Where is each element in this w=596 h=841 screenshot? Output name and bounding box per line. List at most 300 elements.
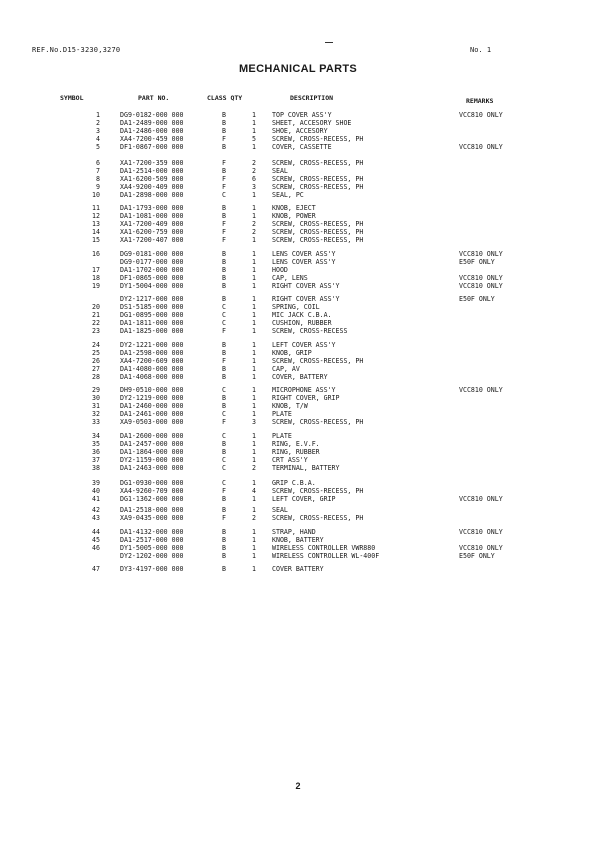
cell-quantity: 1 bbox=[252, 340, 256, 349]
cell-quantity: 1 bbox=[252, 479, 256, 487]
cell-quantity: 1 bbox=[252, 119, 256, 128]
cell-part-number: DA1-2461-000 000 bbox=[120, 410, 184, 419]
cell-class: B bbox=[222, 127, 226, 136]
cell-description: MICROPHONE ASS'Y bbox=[272, 386, 336, 394]
table-row bbox=[0, 464, 596, 472]
cell-quantity: 1 bbox=[252, 394, 256, 403]
cell-description: SEAL bbox=[272, 506, 288, 515]
cell-symbol: 23 bbox=[92, 327, 100, 336]
cell-quantity: 3 bbox=[252, 182, 256, 191]
table-row bbox=[0, 295, 596, 303]
cell-description: RING, E.V.F. bbox=[272, 439, 320, 448]
cell-class: B bbox=[222, 273, 226, 282]
table-row bbox=[0, 479, 596, 487]
cell-quantity: 2 bbox=[252, 220, 256, 229]
cell-class: B bbox=[222, 111, 226, 119]
table-row bbox=[0, 327, 596, 335]
cell-description: SCREW, CROSS-RECESS, PH bbox=[272, 182, 364, 191]
cell-quantity: 1 bbox=[252, 327, 256, 336]
cell-description: WIRELESS CONTROLLER VWR880 bbox=[272, 543, 376, 552]
cell-remarks: VCC810 ONLY bbox=[459, 527, 503, 536]
cell-symbol: 30 bbox=[92, 394, 100, 403]
table-row bbox=[0, 228, 596, 236]
cell-description: CAP, LENS bbox=[272, 273, 308, 282]
cell-description: SCREW, CROSS-RECESS, PH bbox=[272, 418, 364, 427]
cell-symbol: 43 bbox=[92, 514, 100, 523]
cell-remarks: VCC810 ONLY bbox=[459, 543, 503, 552]
cell-quantity: 1 bbox=[252, 265, 256, 274]
table-row bbox=[0, 204, 596, 212]
cell-description: SCREW, CROSS-RECESS, PH bbox=[272, 514, 364, 523]
cell-description: COVER BATTERY bbox=[272, 564, 324, 573]
cell-part-number: DA1-2489-000 000 bbox=[120, 119, 184, 128]
cell-description: SEAL bbox=[272, 166, 288, 175]
cell-remarks: VCC810 ONLY bbox=[459, 281, 503, 290]
cell-part-number: DY2-1202-000 000 bbox=[120, 551, 184, 560]
cell-part-number: DA1-2486-000 000 bbox=[120, 127, 184, 136]
cell-description: MIC JACK C.B.A. bbox=[272, 311, 332, 320]
cell-description: SCREW, CROSS-RECESS bbox=[272, 327, 348, 336]
cell-symbol: 14 bbox=[92, 228, 100, 237]
cell-description: SCREW, CROSS-RECESS, PH bbox=[272, 228, 364, 237]
cell-description: SEAL, PC bbox=[272, 190, 304, 199]
cell-description: RIGHT COVER ASS'Y bbox=[272, 295, 340, 303]
cell-part-number: DG1-1362-000 000 bbox=[120, 495, 184, 504]
cell-class: B bbox=[222, 257, 226, 266]
table-row bbox=[0, 175, 596, 183]
cell-part-number: DF1-0865-000 000 bbox=[120, 273, 184, 282]
cell-class: C bbox=[222, 431, 226, 440]
cell-description: CUSHION, RUBBER bbox=[272, 319, 332, 328]
cell-quantity: 3 bbox=[252, 418, 256, 427]
cell-symbol: 8 bbox=[96, 174, 100, 183]
cell-class: B bbox=[222, 527, 226, 536]
page-title: MECHANICAL PARTS bbox=[238, 63, 358, 75]
cell-class: B bbox=[222, 564, 226, 573]
cell-class: B bbox=[222, 543, 226, 552]
cell-quantity: 2 bbox=[252, 514, 256, 523]
cell-symbol: 25 bbox=[92, 348, 100, 357]
table-row bbox=[0, 191, 596, 199]
cell-part-number: DG1-0930-000 000 bbox=[120, 479, 184, 487]
cell-part-number: DF1-0867-000 000 bbox=[120, 143, 184, 152]
cell-class: B bbox=[222, 143, 226, 152]
table-row bbox=[0, 440, 596, 448]
cell-quantity: 1 bbox=[252, 386, 256, 394]
cell-description: STRAP, HAND bbox=[272, 527, 316, 536]
cell-symbol: 34 bbox=[92, 431, 100, 440]
cell-description: KNOB, EJECT bbox=[272, 204, 316, 212]
cell-remarks: VCC810 ONLY bbox=[459, 249, 503, 258]
cell-description: GRIP C.B.A. bbox=[272, 479, 316, 487]
table-row bbox=[0, 495, 596, 503]
cell-description: RIGHT COVER ASS'Y bbox=[272, 281, 340, 290]
cell-description: PLATE bbox=[272, 410, 292, 419]
cell-quantity: 1 bbox=[252, 319, 256, 328]
cell-description: SCREW, CROSS-RECESS, PH bbox=[272, 220, 364, 229]
cell-quantity: 1 bbox=[252, 127, 256, 136]
cell-part-number: XA1-6200-759 000 bbox=[120, 228, 184, 237]
cell-description: SCREW, CROSS-RECESS, PH bbox=[272, 236, 364, 245]
cell-symbol: 26 bbox=[92, 356, 100, 365]
table-row bbox=[0, 528, 596, 536]
cell-description: KNOB, BATTERY bbox=[272, 535, 324, 544]
cell-symbol: 33 bbox=[92, 418, 100, 427]
table-row bbox=[0, 552, 596, 560]
cell-symbol: 36 bbox=[92, 447, 100, 456]
cell-class: B bbox=[222, 447, 226, 456]
cell-quantity: 1 bbox=[252, 281, 256, 290]
table-row bbox=[0, 456, 596, 464]
cell-class: C bbox=[222, 455, 226, 464]
cell-part-number: DA1-2598-000 000 bbox=[120, 348, 184, 357]
cell-quantity: 1 bbox=[252, 356, 256, 365]
table-row bbox=[0, 432, 596, 440]
cell-remarks: VCC810 ONLY bbox=[459, 111, 503, 119]
cell-quantity: 1 bbox=[252, 303, 256, 312]
cell-part-number: DA1-2463-000 000 bbox=[120, 463, 184, 472]
cell-symbol: 28 bbox=[92, 372, 100, 381]
cell-symbol: 45 bbox=[92, 535, 100, 544]
cell-class: F bbox=[222, 220, 226, 229]
cell-class: F bbox=[222, 236, 226, 245]
cell-part-number: DH9-0510-000 000 bbox=[120, 386, 184, 394]
table-row bbox=[0, 303, 596, 311]
cell-symbol: 18 bbox=[92, 273, 100, 282]
cell-remarks: VCC810 ONLY bbox=[459, 273, 503, 282]
cell-class: B bbox=[222, 204, 226, 212]
cell-part-number: DA1-1793-000 000 bbox=[120, 204, 184, 212]
cell-part-number: DG9-0181-000 000 bbox=[120, 249, 184, 258]
cell-symbol: 37 bbox=[92, 455, 100, 464]
cell-class: B bbox=[222, 340, 226, 349]
table-row bbox=[0, 159, 596, 167]
cell-part-number: DG9-0177-000 000 bbox=[120, 257, 184, 266]
cell-description: SCREW, CROSS-RECESS, PH bbox=[272, 487, 364, 496]
cell-quantity: 1 bbox=[252, 249, 256, 258]
cell-class: B bbox=[222, 212, 226, 221]
cell-description: LEFT COVER ASS'Y bbox=[272, 340, 336, 349]
cell-class: B bbox=[222, 364, 226, 373]
cell-symbol: 31 bbox=[92, 402, 100, 411]
cell-description: SCREW, CROSS-RECESS, PH bbox=[272, 158, 364, 167]
cell-description: SCREW, CROSS-RECESS, PH bbox=[272, 356, 364, 365]
cell-part-number: XA1-7200-409 000 bbox=[120, 220, 184, 229]
cell-class: F bbox=[222, 135, 226, 144]
cell-description: TOP COVER ASS'Y bbox=[272, 111, 332, 119]
sheet-number: No. 1 bbox=[470, 46, 492, 54]
table-row bbox=[0, 319, 596, 327]
cell-quantity: 4 bbox=[252, 487, 256, 496]
cell-symbol: 41 bbox=[92, 495, 100, 504]
cell-symbol: 11 bbox=[92, 204, 100, 212]
cell-part-number: DG9-0182-000 000 bbox=[120, 111, 184, 119]
cell-part-number: DA1-2457-000 000 bbox=[120, 439, 184, 448]
cell-class: C bbox=[222, 303, 226, 312]
cell-symbol: 19 bbox=[92, 281, 100, 290]
table-row bbox=[0, 127, 596, 135]
cell-part-number: DY1-5005-000 000 bbox=[120, 543, 184, 552]
cell-class: C bbox=[222, 319, 226, 328]
cell-quantity: 2 bbox=[252, 463, 256, 472]
column-header-remarks: REMARKS bbox=[466, 97, 494, 105]
cell-quantity: 1 bbox=[252, 543, 256, 552]
cell-symbol: 22 bbox=[92, 319, 100, 328]
cell-remarks: VCC810 ONLY bbox=[459, 386, 503, 394]
cell-class: B bbox=[222, 439, 226, 448]
cell-quantity: 1 bbox=[252, 372, 256, 381]
cell-class: F bbox=[222, 418, 226, 427]
cell-part-number: XA1-7200-359 000 bbox=[120, 158, 184, 167]
cell-symbol: 16 bbox=[92, 249, 100, 258]
cell-symbol: 21 bbox=[92, 311, 100, 320]
cell-part-number: DA1-2898-000 000 bbox=[120, 190, 184, 199]
cell-quantity: 1 bbox=[252, 257, 256, 266]
cell-quantity: 1 bbox=[252, 402, 256, 411]
cell-symbol: 4 bbox=[96, 135, 100, 144]
cell-class: C bbox=[222, 410, 226, 419]
column-header-part-no: PART NO. bbox=[138, 94, 170, 102]
cell-part-number: DA1-1811-000 000 bbox=[120, 319, 184, 328]
reference-number: REF.No.D15-3230,3270 bbox=[32, 46, 121, 54]
cell-part-number: XA4-9260-709 000 bbox=[120, 487, 184, 496]
cell-remarks: VCC810 ONLY bbox=[459, 495, 503, 504]
table-row bbox=[0, 250, 596, 258]
table-row bbox=[0, 544, 596, 552]
cell-remarks: E50F ONLY bbox=[459, 257, 495, 266]
cell-class: B bbox=[222, 506, 226, 515]
table-row bbox=[0, 349, 596, 357]
cell-part-number: DA1-4132-000 000 bbox=[120, 527, 184, 536]
cell-part-number: DY2-1217-000 000 bbox=[120, 295, 184, 303]
table-row bbox=[0, 212, 596, 220]
cell-class: F bbox=[222, 356, 226, 365]
cell-symbol: 3 bbox=[96, 127, 100, 136]
cell-symbol: 46 bbox=[92, 543, 100, 552]
cell-class: B bbox=[222, 402, 226, 411]
table-row bbox=[0, 357, 596, 365]
cell-symbol: 40 bbox=[92, 487, 100, 496]
cell-class: B bbox=[222, 249, 226, 258]
table-row bbox=[0, 119, 596, 127]
cell-description: RING, RUBBER bbox=[272, 447, 320, 456]
cell-quantity: 1 bbox=[252, 535, 256, 544]
cell-quantity: 1 bbox=[252, 439, 256, 448]
table-row bbox=[0, 167, 596, 175]
cell-part-number: DA1-2600-000 000 bbox=[120, 431, 184, 440]
cell-part-number: XA9-0435-000 000 bbox=[120, 514, 184, 523]
table-row bbox=[0, 236, 596, 244]
cell-part-number: DY2-1221-000 000 bbox=[120, 340, 184, 349]
cell-class: C bbox=[222, 479, 226, 487]
cell-part-number: DY2-1219-000 000 bbox=[120, 394, 184, 403]
cell-part-number: DY3-4197-000 000 bbox=[120, 564, 184, 573]
cell-part-number: DA1-1864-000 000 bbox=[120, 447, 184, 456]
cell-quantity: 1 bbox=[252, 410, 256, 419]
cell-class: B bbox=[222, 551, 226, 560]
cell-quantity: 1 bbox=[252, 447, 256, 456]
page-number: 2 bbox=[295, 781, 301, 791]
cell-description: SPRING, COIL bbox=[272, 303, 320, 312]
cell-part-number: DS1-5185-000 000 bbox=[120, 303, 184, 312]
cell-class: B bbox=[222, 281, 226, 290]
table-row bbox=[0, 311, 596, 319]
parts-table bbox=[0, 111, 596, 671]
cell-quantity: 1 bbox=[252, 364, 256, 373]
column-header-symbol: SYMBOL bbox=[60, 94, 84, 102]
column-header-class-qty: CLASS QTY bbox=[207, 94, 243, 102]
cell-description: KNOB, POWER bbox=[272, 212, 316, 221]
cell-description: LENS COVER ASS'Y bbox=[272, 257, 336, 266]
cell-part-number: DA1-2460-000 000 bbox=[120, 402, 184, 411]
cell-part-number: DA1-1825-000 000 bbox=[120, 327, 184, 336]
cell-quantity: 2 bbox=[252, 158, 256, 167]
cell-part-number: DY1-5004-000 000 bbox=[120, 281, 184, 290]
table-row bbox=[0, 394, 596, 402]
cell-symbol: 47 bbox=[92, 564, 100, 573]
cell-symbol: 5 bbox=[96, 143, 100, 152]
table-row bbox=[0, 266, 596, 274]
cell-part-number: XA4-7200-459 000 bbox=[120, 135, 184, 144]
cell-quantity: 1 bbox=[252, 111, 256, 119]
cell-quantity: 1 bbox=[252, 236, 256, 245]
cell-symbol: 12 bbox=[92, 212, 100, 221]
cell-quantity: 1 bbox=[252, 495, 256, 504]
cell-quantity: 1 bbox=[252, 273, 256, 282]
cell-class: F bbox=[222, 228, 226, 237]
cell-part-number: XA9-0503-000 000 bbox=[120, 418, 184, 427]
cell-description: SHOE, ACCESORY bbox=[272, 127, 328, 136]
table-row bbox=[0, 418, 596, 426]
cell-symbol: 1 bbox=[96, 111, 100, 119]
table-row bbox=[0, 565, 596, 573]
table-row bbox=[0, 448, 596, 456]
cell-symbol: 38 bbox=[92, 463, 100, 472]
cell-class: B bbox=[222, 295, 226, 303]
cell-class: B bbox=[222, 535, 226, 544]
cell-symbol: 20 bbox=[92, 303, 100, 312]
cell-description: CAP, AV bbox=[272, 364, 300, 373]
cell-quantity: 1 bbox=[252, 564, 256, 573]
cell-class: B bbox=[222, 394, 226, 403]
cell-remarks: E50F ONLY bbox=[459, 295, 495, 303]
cell-part-number: XA1-6200-509 000 bbox=[120, 174, 184, 183]
cell-remarks: VCC810 ONLY bbox=[459, 143, 503, 152]
cell-symbol: 27 bbox=[92, 364, 100, 373]
cell-quantity: 1 bbox=[252, 311, 256, 320]
cell-class: F bbox=[222, 514, 226, 523]
cell-part-number: DA1-1081-000 000 bbox=[120, 212, 184, 221]
cell-class: F bbox=[222, 182, 226, 191]
cell-symbol: 7 bbox=[96, 166, 100, 175]
cell-symbol: 29 bbox=[92, 386, 100, 394]
cell-quantity: 1 bbox=[252, 295, 256, 303]
table-row bbox=[0, 410, 596, 418]
table-row bbox=[0, 365, 596, 373]
table-row bbox=[0, 373, 596, 381]
cell-class: B bbox=[222, 348, 226, 357]
table-row bbox=[0, 402, 596, 410]
cell-part-number: XA1-7200-407 000 bbox=[120, 236, 184, 245]
cell-quantity: 1 bbox=[252, 204, 256, 212]
cell-class: C bbox=[222, 190, 226, 199]
cell-symbol: 2 bbox=[96, 119, 100, 128]
cell-description: HOOD bbox=[272, 265, 288, 274]
cell-part-number: DA1-1702-000 000 bbox=[120, 265, 184, 274]
cell-class: F bbox=[222, 327, 226, 336]
cell-class: B bbox=[222, 265, 226, 274]
cell-symbol: 44 bbox=[92, 527, 100, 536]
cell-symbol: 13 bbox=[92, 220, 100, 229]
table-row bbox=[0, 135, 596, 143]
cell-quantity: 1 bbox=[252, 551, 256, 560]
cell-symbol: 24 bbox=[92, 340, 100, 349]
header-mark bbox=[325, 42, 333, 43]
cell-class: F bbox=[222, 158, 226, 167]
cell-quantity: 1 bbox=[252, 212, 256, 221]
cell-symbol: 17 bbox=[92, 265, 100, 274]
cell-quantity: 1 bbox=[252, 455, 256, 464]
cell-symbol: 42 bbox=[92, 506, 100, 515]
cell-symbol: 32 bbox=[92, 410, 100, 419]
cell-description: KNOB, GRIP bbox=[272, 348, 312, 357]
cell-symbol: 15 bbox=[92, 236, 100, 245]
cell-class: B bbox=[222, 372, 226, 381]
cell-quantity: 2 bbox=[252, 228, 256, 237]
cell-description: TERMINAL, BATTERY bbox=[272, 463, 340, 472]
cell-class: F bbox=[222, 487, 226, 496]
cell-description: KNOB, T/W bbox=[272, 402, 308, 411]
cell-class: C bbox=[222, 463, 226, 472]
table-row bbox=[0, 487, 596, 495]
cell-quantity: 5 bbox=[252, 135, 256, 144]
cell-quantity: 1 bbox=[252, 527, 256, 536]
table-row bbox=[0, 111, 596, 119]
cell-symbol: 39 bbox=[92, 479, 100, 487]
cell-class: B bbox=[222, 119, 226, 128]
cell-quantity: 1 bbox=[252, 143, 256, 152]
table-row bbox=[0, 220, 596, 228]
cell-class: B bbox=[222, 495, 226, 504]
cell-description: COVER, BATTERY bbox=[272, 372, 328, 381]
cell-remarks: E50F ONLY bbox=[459, 551, 495, 560]
cell-part-number: DY2-1159-000 000 bbox=[120, 455, 184, 464]
cell-quantity: 1 bbox=[252, 506, 256, 515]
column-header-description: DESCRIPTION bbox=[290, 94, 334, 102]
cell-quantity: 2 bbox=[252, 166, 256, 175]
cell-symbol: 6 bbox=[96, 158, 100, 167]
cell-description: LENS COVER ASS'Y bbox=[272, 249, 336, 258]
table-row bbox=[0, 183, 596, 191]
table-row bbox=[0, 258, 596, 266]
table-row bbox=[0, 341, 596, 349]
cell-quantity: 6 bbox=[252, 174, 256, 183]
cell-part-number: DA1-4068-000 000 bbox=[120, 372, 184, 381]
cell-description: SCREW, CROSS-RECESS, PH bbox=[272, 174, 364, 183]
cell-class: B bbox=[222, 166, 226, 175]
cell-quantity: 1 bbox=[252, 348, 256, 357]
cell-quantity: 1 bbox=[252, 190, 256, 199]
cell-class: C bbox=[222, 386, 226, 394]
cell-symbol: 9 bbox=[96, 182, 100, 191]
cell-description: RIGHT COVER, GRIP bbox=[272, 394, 340, 403]
cell-class: F bbox=[222, 174, 226, 183]
table-row bbox=[0, 536, 596, 544]
cell-symbol: 35 bbox=[92, 439, 100, 448]
table-row bbox=[0, 282, 596, 290]
table-row bbox=[0, 274, 596, 282]
cell-description: COVER, CASSETTE bbox=[272, 143, 332, 152]
